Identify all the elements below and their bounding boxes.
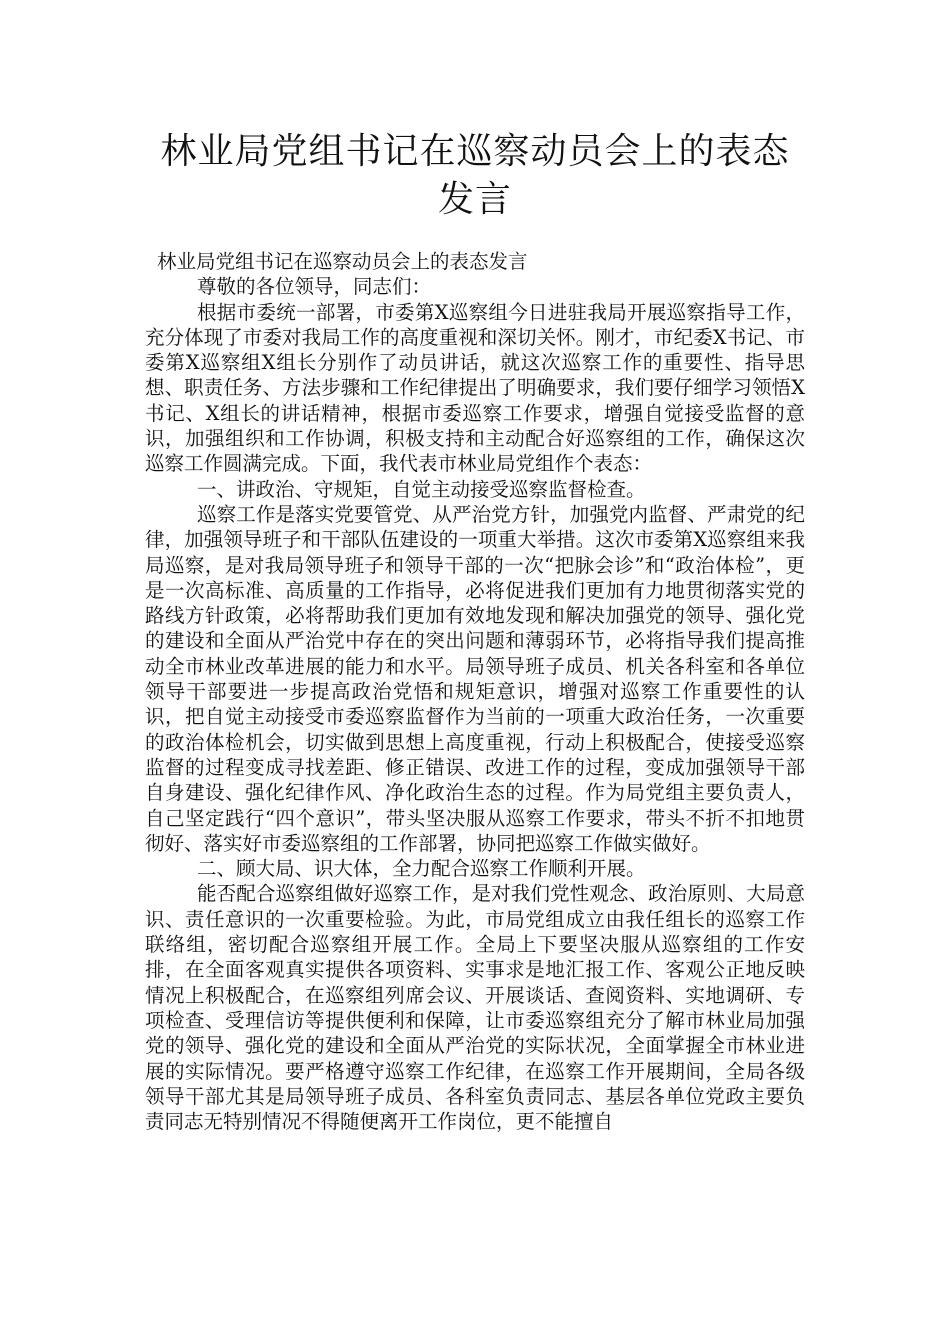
paragraph-intro: 根据市委统一部署，市委第X巡察组今日进驻我局开展巡察指导工作，充分体现了市委对我局工作的高度重视和深切关怀。刚才，市纪委X书记、市委第X巡察组X组长分别作了动员讲话，就这次巡察工作的重要性、指导思想、职责任务、方法步骤和工作纪律提出了明确要求，我们要仔细学习领悟X书记、X组长的讲话精神，根据市委巡察工作要求，增强自觉接受监督的意识，加强组织和工作协调，积极支持和主动配合好巡察组的工作，确保这次巡察工作圆满完成。下面，我代表市林业局党组作个表态： (145, 300, 805, 476)
section-heading-1: 一、讲政治、守规矩，自觉主动接受巡察监督检查。 (197, 477, 646, 501)
greeting: 尊敬的各位领导，同志们： (197, 275, 432, 299)
document-body (145, 249, 805, 1134)
document-subtitle: 林业局党组书记在巡察动员会上的表态发言 (157, 250, 528, 273)
paragraph-section-1: 巡察工作是落实党要管党、从严治党方针，加强党内监督、严肃党的纪律，加强领导班子和干部队伍建设的一项重大举措。这次市委第X巡察组来我局巡察，是对我局领导班子和领导干部的一次“把脉会诊”和“政治体检”，更是一次高标准、高质量的工作指导，必将促进我们更加有力地贯彻落实党的路线方针政策，必将帮助我们更加有效地发现和解决加强党的领导、强化党的建设和全面从严治党中存在的突出问题和薄弱环节，必将指导我们提高推动全市林业改革进展的能力和水平。局领导班子成员、机关各科室和各单位领导干部要进一步提高政治党悟和规矩意识，增强对巡察工作重要性的认识，把自觉主动接受市委巡察监督作为当前的一项重大政治任务，一次重要的政治体检机会，切实做到思想上高度重视，行动上积极配合，使接受巡察监督的过程变成寻找差距、修正错误、改进工作的过程，变成加强领导干部自身建设、强化纪律作风、净化政治生态的过程。作为局党组主要负责人，自己坚定践行“四个意识”，带头坚决服从巡察工作要求，带头不折不扣地贯彻好、落实好市委巡察组的工作部署，协同把巡察工作做实做好。 (145, 502, 805, 855)
section-heading-2: 二、顾大局、识大体，全力配合巡察工作顺利开展。 (197, 857, 646, 881)
document-title: 林业局党组书记在巡察动员会上的表态发言 (160, 131, 790, 220)
paragraph-section-2: 能否配合巡察组做好巡察工作，是对我们党性观念、政治原则、大局意识、责任意识的一次重要检验。为此，市局党组成立由我任组长的巡察工作联络组，密切配合巡察组开展工作。全局上下要坚决服从巡察组的工作安排，在全面客观真实提供各项资料、实事求是地汇报工作、客观公正地反映情况上积极配合，在巡察组列席会议、开展谈话、查阅资料、实地调研、专项检查、受理信访等提供便利和保障，让市委巡察组充分了解市林业局加强党的领导、强化党的建设和全面从严治党的实际状况，全面掌握全市林业进展的实际情况。要严格遵守巡察工作纪律，在巡察工作开展期间，全局各级领导干部尤其是局领导班子成员、各科室负责同志、基层各单位党政主要负责同志无特别情况不得随便离开工作岗位，更不能擅自 (145, 882, 805, 1134)
